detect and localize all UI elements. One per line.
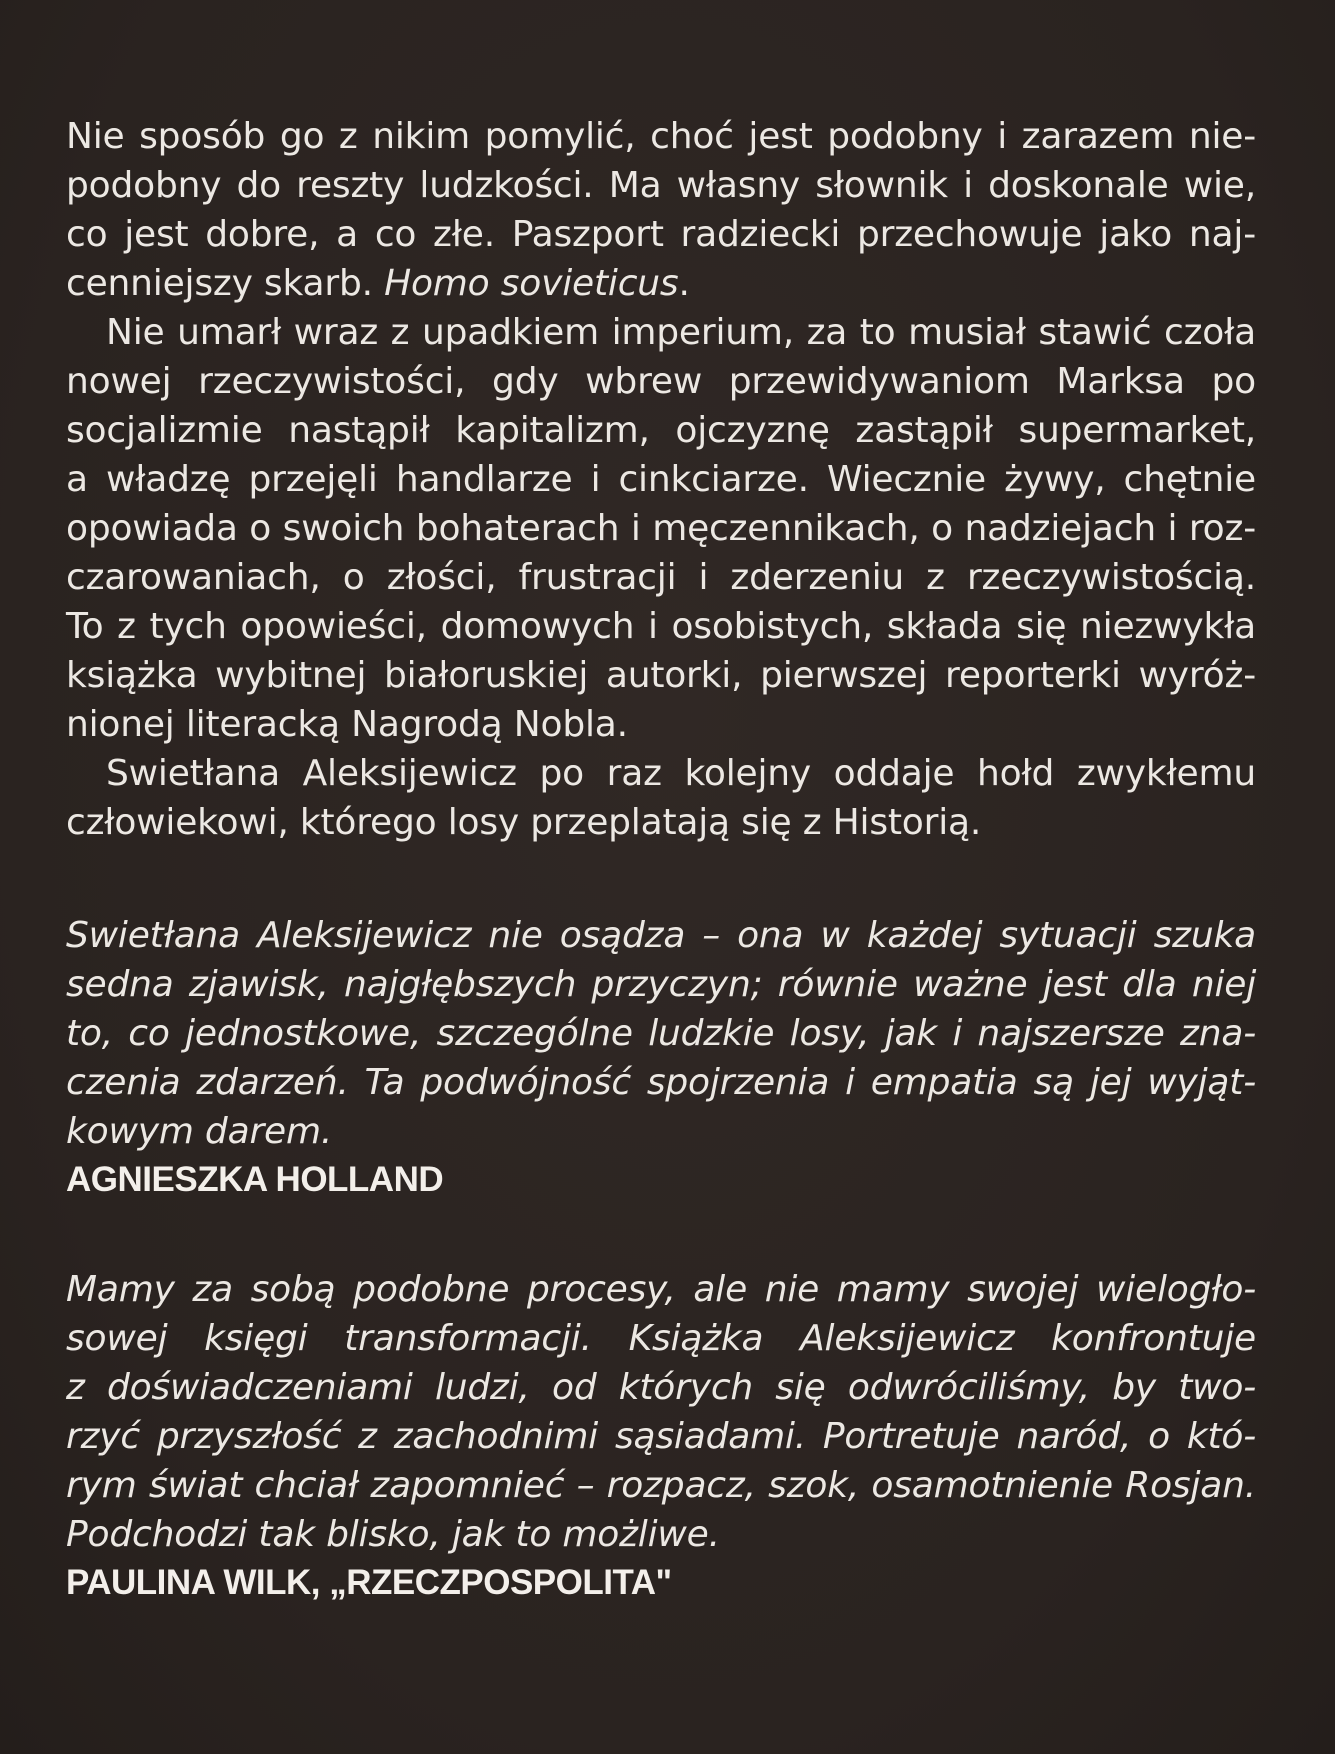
quote-line: rym świat chciał zapomnieć – rozpacz, szok, osamotnienie Rosjan. xyxy=(66,1465,1256,1506)
text-line: nionej literacką Nagrodą Nobla. xyxy=(66,704,628,745)
text-line: człowiekowi, którego losy przeplatają się z Historią. xyxy=(66,802,982,843)
description-paragraph-1 xyxy=(66,112,1256,308)
text-line: Nie sposób go z nikim pomylić, choć jest podobny i zarazem nie- xyxy=(66,116,1256,157)
quote-author: AGNIESZKA HOLLAND xyxy=(66,1160,444,1199)
text-line: socjalizmie nastąpił kapitalizm, ojczyznę zastąpił supermarket, xyxy=(66,410,1256,451)
quote-line: rzyć przyszłość z zachodnimi sąsiadami. Portretuje naród, o któ- xyxy=(66,1416,1256,1457)
description-paragraph-3 xyxy=(66,749,1256,847)
text-run: . xyxy=(678,263,690,304)
blurb-quote-2 xyxy=(66,1265,1256,1607)
italic-term: Homo sovieticus xyxy=(384,263,679,304)
text-line: książka wybitnej białoruskiej autorki, pierwszej reporterki wyróż- xyxy=(66,655,1256,696)
text-line: Swietłana Aleksijewicz po raz kolejny oddaje hołd zwykłemu xyxy=(106,753,1256,794)
text-line: a władzę przejęli handlarze i cinkciarze. Wiecznie żywy, chętnie xyxy=(66,459,1256,500)
text-line: czarowaniach, o złości, frustracji i zderzeniu z rzeczywistością. xyxy=(66,557,1256,598)
blurb-quote-1 xyxy=(66,911,1256,1204)
quote-line: Podchodzi tak blisko, jak to możliwe. xyxy=(66,1514,720,1555)
text-line: To z tych opowieści, domowych i osobistych, składa się niezwykła xyxy=(66,606,1256,647)
text-line: co jest dobre, a co złe. Paszport radziecki przechowuje jako naj- xyxy=(66,214,1256,255)
quote-line: sedna zjawisk, najgłębszych przyczyn; równie ważne jest dla niej xyxy=(66,964,1256,1005)
text-line: opowiada o swoich bohaterach i męczennikach, o nadziejach i roz- xyxy=(66,508,1256,549)
description-paragraph-2 xyxy=(66,308,1256,749)
quote-line: sowej księgi transformacji. Książka Aleksijewicz konfrontuje xyxy=(66,1318,1256,1359)
text-line: Nie umarł wraz z upadkiem imperium, za to musiał stawić czoła xyxy=(106,312,1256,353)
quote-line: kowym darem. xyxy=(66,1111,333,1152)
quote-line: z doświadczeniami ludzi, od których się odwróciliśmy, by two- xyxy=(66,1367,1256,1408)
quote-line: to, co jednostkowe, szczególne ludzkie losy, jak i najszersze zna- xyxy=(66,1013,1256,1054)
quote-author: PAULINA WILK, „RZECZPOSPOLITA" xyxy=(66,1563,672,1602)
text-line xyxy=(66,259,1256,308)
text-run: cenniejszy skarb. xyxy=(66,263,385,304)
text-line: podobny do reszty ludzkości. Ma własny słownik i doskonale wie, xyxy=(66,165,1256,206)
quote-line: czenia zdarzeń. Ta podwójność spojrzenia i empatia są jej wyjąt- xyxy=(66,1062,1256,1103)
quote-line: Mamy za sobą podobne procesy, ale nie mamy swojej wielogło- xyxy=(66,1269,1256,1310)
text-line: nowej rzeczywistości, gdy wbrew przewidywaniom Marksa po xyxy=(66,361,1256,402)
quote-line: Swietłana Aleksijewicz nie osądza – ona w każdej sytuacji szuka xyxy=(66,915,1256,956)
